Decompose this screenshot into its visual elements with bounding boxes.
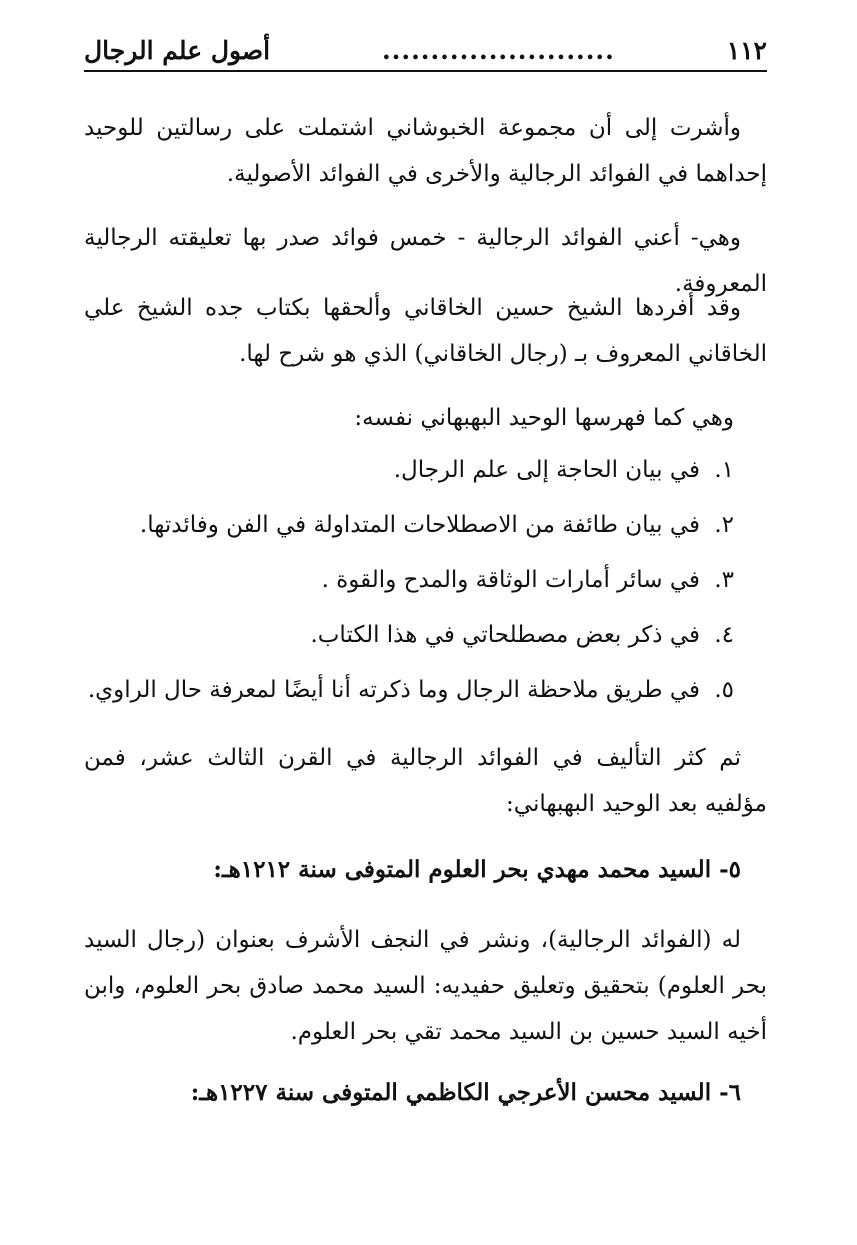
section-6-heading: ٦- السيد محسن الأعرجي الكاظمي المتوفى سنة ١٢٢٧هـ: [190,1079,741,1106]
list-item [84,560,734,615]
list-item-number: ٣. [714,567,734,593]
list-item-number: ١. [714,457,734,483]
paragraph-3: وقد أفردها الشيخ حسين الخاقاني وألحقها بكتاب جده الشيخ علي الخاقاني المعروف بـ (رجال الخاقاني) الذي هو شرح لها. [84,295,767,367]
running-title: أصول علم الرجال [84,35,271,65]
list-item [84,505,734,560]
list-item-number: ٤. [714,622,734,648]
list-item [84,670,734,725]
list-item-text: في بيان الحاجة إلى علم الرجال. [393,457,700,483]
paragraph-after-list: ثم كثر التأليف في الفوائد الرجالية في القرن الثالث عشر، فمن مؤلفيه بعد الوحيد البهبهاني: [84,745,767,817]
paragraph-2: وهي- أعني الفوائد الرجالية - خمس فوائد صدر بها تعليقته الرجالية المعروفة. [84,225,767,297]
paragraph-1: وأشرت إلى أن مجموعة الخبوشاني اشتملت على رسالتين للوحيد إحداهما في الفوائد الرجالية والأخرى في الفوائد الأصولية. [84,115,767,187]
list-item-text: في بيان طائفة من الاصطلاحات المتداولة في الفن وفائدتها. [139,512,700,538]
header-leader-dots: ........................ [381,35,615,65]
list-item-text: في طريق ملاحظة الرجال وما ذكرته أنا أيضًا لمعرفة حال الراوي. [87,677,700,703]
running-header [84,30,767,72]
list-intro: وهي كما فهرسها الوحيد البهبهاني نفسه: [354,405,734,431]
list-item-text: في سائر أمارات الوثاقة والمدح والقوة . [321,567,700,593]
benefits-list [84,450,734,725]
list-item-number: ٢. [714,512,734,538]
list-item [84,615,734,670]
list-item-number: ٥. [714,677,734,703]
section-5-heading: ٥- السيد محمد مهدي بحر العلوم المتوفى سنة ١٢١٢هـ: [213,856,741,883]
list-item-text: في ذكر بعض مصطلحاتي في هذا الكتاب. [310,622,700,648]
page-number: ١١٢ [726,35,767,65]
section-5-text: له (الفوائد الرجالية)، ونشر في النجف الأشرف بعنوان (رجال السيد بحر العلوم) بتحقيق وتعليق حفيديه: السيد محمد صادق بحر العلوم، وابن أخيه السيد حسين بن السيد محمد تقي بحر العلوم. [84,927,767,1045]
list-item [84,450,734,505]
